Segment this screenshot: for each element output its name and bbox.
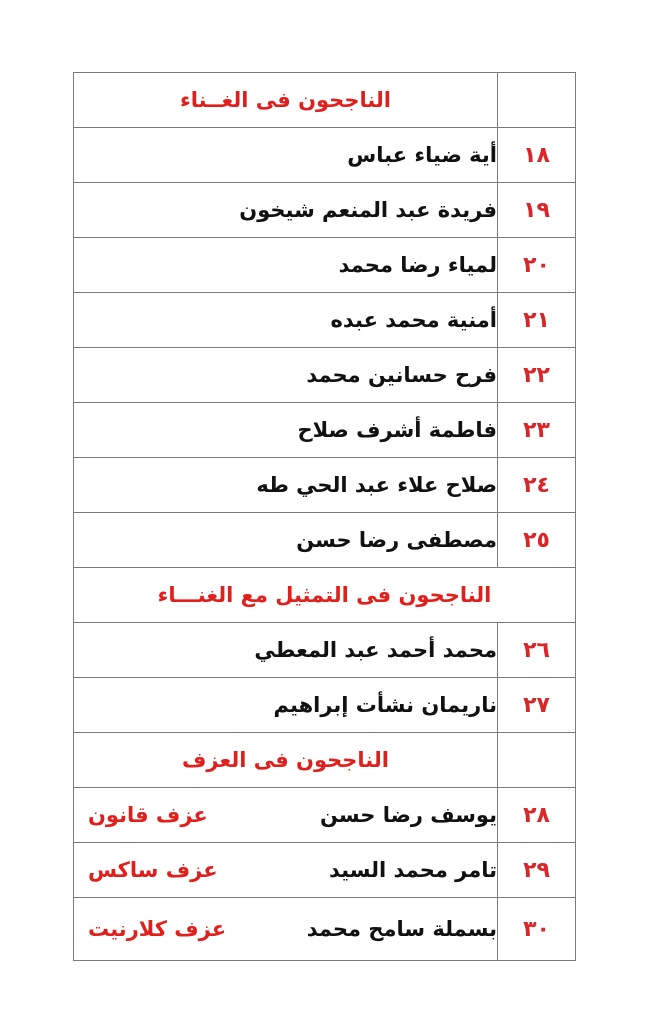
section-header-row	[74, 733, 576, 788]
section-title: الناجحون فى التمثيل مع الغنـــاء	[74, 568, 576, 623]
section-header-row	[74, 73, 576, 128]
row-number: ١٨	[498, 128, 576, 183]
name-cell	[74, 898, 498, 961]
empty-number-cell	[498, 73, 576, 128]
table-row	[74, 898, 576, 961]
table-row	[74, 238, 576, 293]
table-row	[74, 458, 576, 513]
empty-number-cell	[498, 733, 576, 788]
table-row	[74, 183, 576, 238]
table-row	[74, 403, 576, 458]
row-number: ٣٠	[498, 898, 576, 961]
table-row	[74, 293, 576, 348]
row-number: ٢٢	[498, 348, 576, 403]
row-number: ٢٥	[498, 513, 576, 568]
row-number: ٢١	[498, 293, 576, 348]
student-name: ناريمان نشأت إبراهيم	[74, 678, 498, 733]
row-number: ٢٨	[498, 788, 576, 843]
student-name: بسملة سامح محمد	[306, 917, 497, 941]
section-header-row	[74, 568, 576, 623]
student-name: فرح حسانين محمد	[74, 348, 498, 403]
student-name: فريدة عبد المنعم شيخون	[74, 183, 498, 238]
results-table	[73, 72, 576, 961]
student-name: أية ضياء عباس	[74, 128, 498, 183]
student-name: فاطمة أشرف صلاح	[74, 403, 498, 458]
row-number: ٢٤	[498, 458, 576, 513]
name-cell	[74, 843, 498, 898]
instrument-label: عزف قانون	[88, 803, 208, 827]
row-number: ٢٠	[498, 238, 576, 293]
table-row	[74, 843, 576, 898]
table-row	[74, 788, 576, 843]
student-name: تامر محمد السيد	[329, 858, 497, 882]
student-name: مصطفى رضا حسن	[74, 513, 498, 568]
row-number: ٢٧	[498, 678, 576, 733]
student-name: يوسف رضا حسن	[319, 803, 497, 827]
student-name: صلاح علاء عبد الحي طه	[74, 458, 498, 513]
section-title: الناجحون فى الغــناء	[74, 73, 498, 128]
student-name: لمياء رضا محمد	[74, 238, 498, 293]
student-name: محمد أحمد عبد المعطي	[74, 623, 498, 678]
student-name: أمنية محمد عبده	[74, 293, 498, 348]
section-title: الناجحون فى العزف	[74, 733, 498, 788]
table-row	[74, 623, 576, 678]
row-number: ٢٩	[498, 843, 576, 898]
row-number: ١٩	[498, 183, 576, 238]
row-number: ٢٣	[498, 403, 576, 458]
table-row	[74, 348, 576, 403]
table-row	[74, 128, 576, 183]
name-cell	[74, 788, 498, 843]
row-number: ٢٦	[498, 623, 576, 678]
table-row	[74, 513, 576, 568]
table-row	[74, 678, 576, 733]
instrument-label: عزف ساكس	[88, 858, 218, 882]
instrument-label: عزف كلارنيت	[88, 917, 227, 941]
